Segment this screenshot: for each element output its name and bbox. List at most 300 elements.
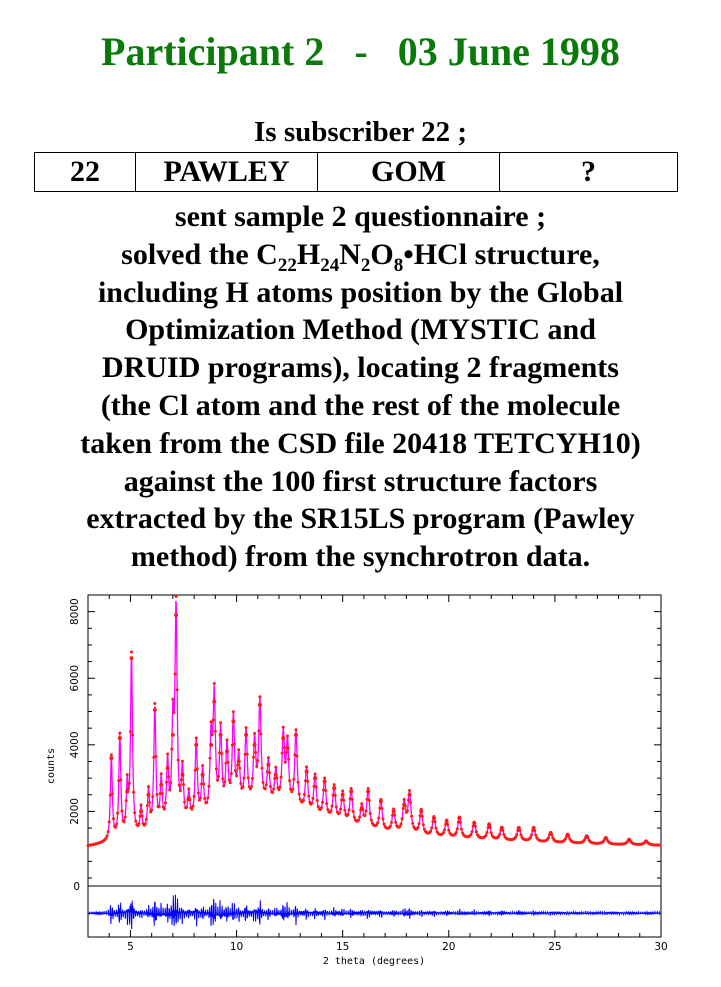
observed-point [274, 766, 277, 769]
observed-point [238, 767, 241, 770]
description-line: Optimization Method (MYSTIC and [125, 313, 596, 347]
observed-point [287, 758, 290, 761]
observed-point [515, 833, 518, 836]
observed-point [303, 793, 306, 796]
observed-point [443, 828, 446, 831]
observed-point [114, 826, 117, 829]
observed-point [358, 816, 361, 819]
formula-element: O [370, 237, 394, 271]
peak-point [532, 826, 536, 830]
observed-point [360, 802, 363, 805]
observed-point [320, 806, 323, 809]
observed-point [316, 799, 319, 802]
observed-point [433, 820, 436, 823]
observed-point [144, 823, 147, 826]
x-tick-label: 15 [335, 941, 350, 953]
peak-point [266, 763, 270, 767]
observed-point [147, 785, 150, 788]
formula-suffix: structure, [467, 237, 600, 271]
observed-point [264, 787, 267, 790]
observed-point [193, 795, 196, 798]
formula-subscript: 8 [393, 254, 404, 276]
observed-point [311, 797, 314, 800]
observed-point [192, 805, 195, 808]
peak-point [194, 743, 198, 747]
observed-point [283, 746, 286, 749]
observed-point [216, 779, 219, 782]
observed-point [339, 808, 342, 811]
peak-point [566, 833, 570, 837]
observed-point [215, 767, 218, 770]
observed-point [331, 805, 334, 808]
observed-point [220, 752, 223, 755]
x-tick-label: 10 [229, 941, 244, 953]
observed-point [280, 776, 283, 779]
observed-point [250, 785, 253, 788]
observed-point [219, 721, 222, 724]
observed-point [154, 755, 157, 758]
observed-point [365, 810, 368, 813]
observed-point [233, 742, 236, 745]
peak-point [313, 776, 317, 780]
observed-point [338, 812, 341, 815]
observed-point [422, 823, 425, 826]
observed-point [297, 781, 300, 784]
observed-point [430, 826, 433, 829]
peak-point [517, 826, 521, 830]
observed-point [390, 821, 393, 824]
x-tick-label: 5 [127, 941, 134, 953]
observed-point [199, 796, 202, 799]
observed-point [269, 785, 272, 788]
y-tick-label: 2000 [69, 798, 81, 825]
observed-point [196, 767, 199, 770]
observed-point [459, 821, 462, 824]
observed-point [348, 808, 351, 811]
peak-point [174, 613, 178, 617]
observed-point [207, 785, 210, 788]
x-axis-label: 2 theta (degrees) [322, 956, 426, 967]
observed-point [288, 779, 291, 782]
observed-point [247, 776, 250, 779]
x-tick-label: 30 [654, 941, 668, 953]
peak-point [305, 769, 309, 773]
observed-point [164, 801, 167, 804]
peak-point [419, 809, 423, 813]
observed-point [435, 827, 438, 830]
observed-point [148, 801, 151, 804]
observed-point [108, 820, 111, 823]
observed-point [130, 650, 133, 653]
peak-point [187, 796, 191, 800]
observed-point [161, 792, 164, 795]
peak-point [585, 834, 589, 838]
observed-point [393, 814, 396, 817]
observed-point [456, 827, 459, 830]
observed-point [205, 801, 208, 804]
observed-point [226, 738, 229, 741]
observed-point [178, 784, 181, 787]
observed-point [165, 781, 168, 784]
observed-point [407, 799, 410, 802]
observed-point [329, 809, 332, 812]
observed-point [203, 797, 206, 800]
peak-point [487, 823, 491, 827]
observed-point [132, 791, 135, 794]
observed-point [221, 777, 224, 780]
observed-point [325, 802, 328, 805]
peak-point [349, 789, 353, 793]
peak-point [366, 789, 370, 793]
observed-point [418, 822, 421, 825]
observed-point [146, 804, 149, 807]
page-title [0, 28, 721, 75]
peak-point [212, 700, 216, 704]
observed-point [201, 764, 204, 767]
observed-point [381, 817, 384, 820]
observed-point [119, 778, 122, 781]
observed-point [409, 801, 412, 804]
peak-point [627, 838, 631, 842]
observed-point [255, 765, 258, 768]
chemical-formula [256, 237, 468, 276]
observed-point [275, 776, 278, 779]
observed-point [214, 730, 217, 733]
observed-point [353, 816, 356, 819]
observed-point [296, 755, 299, 758]
observed-point [285, 751, 288, 754]
observed-point [279, 786, 282, 789]
observed-point [335, 805, 338, 808]
observed-point [352, 810, 355, 813]
observed-point [176, 688, 179, 691]
observed-point [107, 830, 110, 833]
peak-point [125, 789, 129, 793]
description-line: DRUID programs), locating 2 fragments [102, 351, 619, 385]
observed-point [291, 788, 294, 791]
description-line-formula [18, 236, 703, 274]
observed-point [351, 798, 354, 801]
observed-point [408, 789, 411, 792]
description-line: extracted by the SR15LS program (Pawley [86, 502, 635, 536]
observed-point [177, 759, 180, 762]
observed-point [195, 737, 198, 740]
observed-point [278, 788, 281, 791]
title-participant: Participant 2 [101, 29, 325, 74]
peak-point [171, 733, 175, 737]
observed-point [343, 809, 346, 812]
subscriber-line: Is subscriber 22 ; [254, 116, 467, 148]
observed-point [403, 798, 406, 801]
peak-point [109, 756, 113, 760]
peak-point [209, 743, 213, 747]
observed-point [126, 773, 129, 776]
peak-point [379, 799, 383, 803]
observed-point [268, 771, 271, 774]
observed-point [485, 831, 488, 834]
peak-point [341, 793, 345, 797]
observed-point [170, 748, 173, 751]
formula-subscript: 22 [277, 254, 297, 276]
observed-point [183, 801, 186, 804]
y-tick-label: 8000 [69, 598, 81, 626]
table-cell-method: PAWLEY [136, 153, 318, 192]
observed-point [145, 818, 148, 821]
observed-point [137, 822, 140, 825]
formula-dot: • [403, 237, 414, 271]
observed-point [153, 702, 156, 705]
observed-point [282, 726, 285, 729]
subscriber-table [34, 152, 678, 192]
observed-point [305, 765, 308, 768]
observed-point [167, 775, 170, 778]
observed-point [253, 732, 256, 735]
observed-point [315, 786, 318, 789]
peak-point [644, 839, 648, 843]
observed-point [530, 833, 533, 836]
observed-point [446, 823, 449, 826]
observed-point [442, 831, 445, 834]
observed-point [151, 795, 154, 798]
peak-point [281, 736, 285, 740]
observed-point [455, 831, 458, 834]
observed-point [474, 825, 477, 828]
table-row [35, 153, 678, 192]
observed-point [341, 790, 344, 793]
observed-point [265, 783, 268, 786]
description-line: including H atoms position by the Global [97, 275, 624, 309]
observed-point [256, 759, 259, 762]
observed-point [447, 829, 450, 832]
observed-point [227, 761, 230, 764]
description-line: taken from the CSD file 20418 TETCYH10) [80, 426, 641, 460]
observed-point [400, 822, 403, 825]
observed-point [235, 774, 238, 777]
peak-point [166, 766, 170, 770]
peak-point [274, 773, 278, 777]
description-line: sent sample 2 questionnaire ; [174, 200, 547, 233]
observed-point [259, 732, 262, 735]
observed-point [133, 811, 136, 814]
observed-point [471, 830, 474, 833]
observed-point [182, 783, 185, 786]
formula-element: HCl [413, 237, 468, 271]
observed-point [110, 753, 113, 756]
observed-point [228, 778, 231, 781]
observed-point [115, 823, 118, 826]
observed-point [314, 773, 317, 776]
observed-point [272, 788, 275, 791]
powder-diffraction-plot [0, 580, 721, 980]
observed-point [202, 783, 205, 786]
observed-point [333, 783, 336, 786]
peak-point [500, 826, 504, 830]
peak-point [258, 703, 262, 707]
observed-point [346, 813, 349, 816]
observed-point [229, 781, 232, 784]
observed-point [470, 833, 473, 836]
observed-point [267, 756, 270, 759]
observed-point [234, 769, 237, 772]
observed-point [230, 772, 233, 775]
observed-point [155, 793, 158, 796]
observed-point [252, 756, 255, 759]
observed-point [310, 802, 313, 805]
observed-point [239, 782, 242, 785]
observed-point [106, 834, 109, 837]
peak-point [392, 809, 396, 813]
observed-point [534, 834, 537, 837]
observed-point [383, 823, 386, 826]
observed-point [564, 837, 567, 840]
observed-point [498, 833, 501, 836]
observed-point [116, 812, 119, 815]
observed-point [417, 826, 420, 829]
observed-point [242, 776, 245, 779]
observed-point [380, 807, 383, 810]
observed-point [129, 730, 132, 733]
observed-point [410, 815, 413, 818]
peak-point [323, 779, 327, 783]
observed-point [209, 757, 212, 760]
observed-point [246, 753, 249, 756]
observed-point [370, 819, 373, 822]
observed-point [171, 698, 174, 701]
observed-point [323, 776, 326, 779]
observed-point [261, 767, 264, 770]
peak-point [472, 821, 476, 825]
observed-point [123, 820, 126, 823]
diffraction-curves [87, 595, 662, 929]
description-line: (the Cl atom and the rest of the molecule [100, 388, 621, 422]
observed-point [120, 810, 123, 813]
observed-point [377, 816, 380, 819]
observed-point [223, 780, 226, 783]
peak-point [285, 746, 289, 750]
observed-point [306, 780, 309, 783]
observed-point [302, 799, 305, 802]
y-axis-label: counts [46, 747, 57, 785]
observed-point [217, 775, 220, 778]
observed-point [232, 710, 235, 713]
difference-curve [88, 895, 661, 929]
observed-point [168, 789, 171, 792]
observed-point [179, 789, 182, 792]
peak-point [201, 773, 205, 777]
observed-point [294, 728, 297, 731]
peak-point [159, 783, 163, 787]
peak-point [294, 733, 298, 737]
observed-point [187, 787, 190, 790]
peak-point [402, 803, 406, 807]
observed-point [180, 778, 183, 781]
observed-point [321, 801, 324, 804]
x-tick-label: 25 [548, 941, 562, 953]
observed-point [111, 792, 114, 795]
table-cell-approach: GOM [318, 153, 500, 192]
observed-point [257, 729, 260, 732]
observed-point [368, 799, 371, 802]
peak-point [130, 656, 134, 660]
observed-point [421, 815, 424, 818]
observed-point [529, 836, 532, 839]
observed-point [284, 761, 287, 764]
observed-point [290, 790, 293, 793]
description-line: method) from the synchrotron data. [130, 540, 591, 574]
observed-point [369, 812, 372, 815]
description-line: against the 100 first structure factors [123, 464, 598, 498]
observed-point [213, 682, 216, 685]
observed-point [460, 828, 463, 831]
table-cell-number: 22 [35, 153, 136, 192]
observed-point [158, 805, 161, 808]
observed-point [658, 844, 661, 847]
peak-point [360, 806, 364, 810]
observed-point [150, 809, 153, 812]
observed-point [484, 834, 487, 837]
observed-point [236, 764, 239, 767]
observed-point [140, 803, 143, 806]
formula-element: H [296, 237, 321, 271]
formula-subscript: 2 [360, 254, 371, 276]
observed-point [286, 735, 289, 738]
table-cell-unknown: ? [500, 153, 678, 192]
observed-point [342, 799, 345, 802]
formula-element: N [339, 237, 361, 271]
observed-point [211, 733, 214, 736]
observed-point [324, 789, 327, 792]
peak-point [231, 720, 235, 724]
observed-point [190, 808, 193, 811]
peak-point [146, 793, 150, 797]
observed-point [206, 796, 209, 799]
description [18, 198, 703, 576]
peak-point [253, 743, 257, 747]
observed-point [141, 815, 144, 818]
tick-labels [69, 598, 668, 953]
observed-point [281, 752, 284, 755]
peak-point [180, 773, 184, 777]
observed-point [185, 806, 188, 809]
peak-point [225, 749, 229, 753]
observed-point [174, 673, 177, 676]
observed-point [411, 822, 414, 825]
peak-point [332, 786, 336, 790]
peak-point [457, 816, 461, 820]
observed-point [241, 785, 244, 788]
observed-point [334, 794, 337, 797]
peak-point [118, 736, 122, 740]
observed-point [172, 711, 175, 714]
observed-point [298, 793, 301, 796]
observed-point [131, 733, 134, 736]
observed-point [271, 791, 274, 794]
peak-point [219, 733, 223, 737]
formula-prefix: solved the [121, 237, 257, 271]
peak-point [153, 708, 157, 712]
observed-point [292, 778, 295, 781]
observed-point [389, 825, 392, 828]
observed-point [128, 782, 131, 785]
peak-point [432, 816, 436, 820]
peak-point [408, 793, 412, 797]
observed-point [181, 760, 184, 763]
observed-point [258, 695, 261, 698]
observed-point [406, 809, 409, 812]
title-date: 03 June 1998 [397, 29, 620, 74]
calculated-profile [88, 601, 661, 846]
observed-point [169, 781, 172, 784]
